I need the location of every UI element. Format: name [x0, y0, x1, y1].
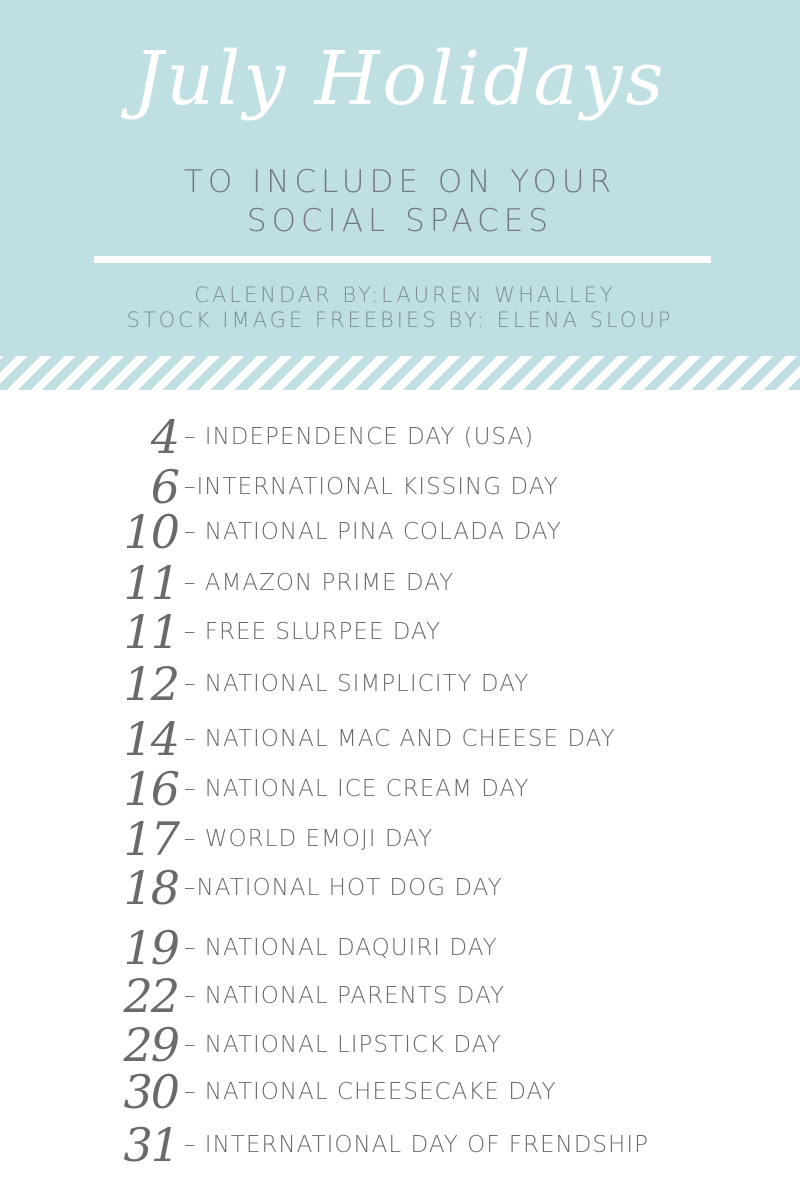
holiday-day: 14 — [123, 712, 178, 766]
subtitle-line-2: SOCIAL SPACES — [246, 203, 554, 239]
holiday-row — [0, 1067, 800, 1117]
holiday-name: – AMAZON PRIME DAY — [184, 570, 455, 596]
holiday-row — [0, 558, 800, 608]
holiday-name: – INTERNATIONAL DAY OF FRENDSHIP — [184, 1132, 649, 1158]
holiday-day: 10 — [123, 505, 178, 559]
holiday-name: – NATIONAL SIMPLICITY DAY — [184, 671, 530, 697]
holiday-row — [0, 412, 800, 462]
credit-calendar: CALENDAR BY:LAUREN WHALLEY — [194, 283, 616, 307]
holiday-name: – NATIONAL CHEESECAKE DAY — [184, 1079, 557, 1105]
holiday-day: 12 — [123, 657, 178, 711]
holiday-day: 31 — [123, 1118, 178, 1172]
holiday-row — [0, 814, 800, 864]
holiday-name: – NATIONAL PARENTS DAY — [184, 983, 506, 1009]
holiday-row — [0, 659, 800, 709]
holiday-name: – FREE SLURPEE DAY — [184, 619, 442, 645]
script-title: July Holidays — [133, 36, 667, 122]
holiday-row — [0, 1120, 800, 1170]
holiday-day: 16 — [123, 762, 178, 816]
holiday-day: 6 — [150, 460, 178, 514]
holiday-day: 11 — [123, 556, 178, 610]
holiday-day: 29 — [123, 1018, 178, 1072]
holiday-name: –NATIONAL HOT DOG DAY — [184, 875, 503, 901]
holiday-name: – NATIONAL DAQUIRI DAY — [184, 935, 498, 961]
credit-stock-images: STOCK IMAGE FREEBIES BY: ELENA SLOUP — [126, 308, 674, 332]
holiday-row — [0, 764, 800, 814]
holiday-day: 19 — [123, 921, 178, 975]
holiday-day: 30 — [123, 1065, 178, 1119]
holiday-row — [0, 462, 800, 512]
holiday-name: – WORLD EMOJI DAY — [184, 826, 434, 852]
holiday-row — [0, 714, 800, 764]
holiday-row — [0, 923, 800, 973]
holiday-day: 4 — [150, 410, 178, 464]
holiday-row — [0, 507, 800, 557]
holiday-name: – NATIONAL LIPSTICK DAY — [184, 1032, 502, 1058]
holiday-row — [0, 863, 800, 913]
holiday-row — [0, 1020, 800, 1070]
holiday-row — [0, 607, 800, 657]
holiday-name: – NATIONAL ICE CREAM DAY — [184, 776, 530, 802]
holiday-row — [0, 971, 800, 1021]
holiday-day: 17 — [123, 812, 178, 866]
holiday-day: 18 — [123, 861, 178, 915]
holiday-day: 11 — [123, 605, 178, 659]
holiday-name: – INDEPENDENCE DAY (USA) — [184, 424, 535, 450]
holiday-day: 22 — [123, 969, 178, 1023]
holiday-name: – NATIONAL MAC AND CHEESE DAY — [184, 726, 616, 752]
holiday-name: –INTERNATIONAL KISSING DAY — [184, 474, 559, 500]
holiday-name: – NATIONAL PINA COLADA DAY — [184, 519, 562, 545]
subtitle-line-1: TO INCLUDE ON YOUR — [183, 164, 617, 200]
